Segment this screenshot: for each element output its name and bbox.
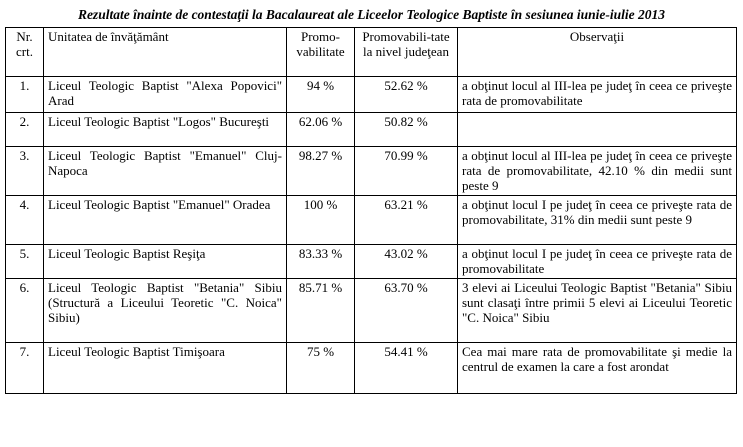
cell-notes: a obţinut locul al III-lea pe judeţ în ceea ce priveşte rata de promovabilitate, 42.10 % din medii sunt peste 9 [458, 147, 737, 196]
cell-county: 70.99 % [355, 147, 458, 196]
cell-nr: 7. [6, 343, 44, 394]
table-row [6, 113, 737, 147]
cell-county: 43.02 % [355, 245, 458, 279]
table-row [6, 147, 737, 196]
results-table [5, 27, 737, 394]
cell-county: 63.21 % [355, 196, 458, 245]
cell-promo: 75 % [287, 343, 355, 394]
cell-unit: Liceul Teologic Baptist "Betania" Sibiu (Structură a Liceului Teoretic "C. Noica" Sibiu) [44, 279, 287, 343]
cell-nr: 3. [6, 147, 44, 196]
table-row [6, 245, 737, 279]
cell-promo: 94 % [287, 77, 355, 113]
cell-nr: 2. [6, 113, 44, 147]
table-row [6, 343, 737, 394]
table-row [6, 196, 737, 245]
cell-promo: 98.27 % [287, 147, 355, 196]
cell-county: 63.70 % [355, 279, 458, 343]
header-promo-county: Promovabili-tate la nivel judeţean [355, 28, 458, 77]
cell-notes [458, 113, 737, 147]
cell-nr: 5. [6, 245, 44, 279]
cell-unit: Liceul Teologic Baptist "Logos" Bucureşti [44, 113, 287, 147]
header-unit: Unitatea de învăţământ [44, 28, 287, 77]
header-notes: Observaţii [458, 28, 737, 77]
table-row [6, 77, 737, 113]
header-promo: Promo-vabilitate [287, 28, 355, 77]
cell-county: 52.62 % [355, 77, 458, 113]
cell-unit: Liceul Teologic Baptist "Emanuel" Oradea [44, 196, 287, 245]
cell-county: 54.41 % [355, 343, 458, 394]
table-row [6, 279, 737, 343]
cell-promo: 83.33 % [287, 245, 355, 279]
cell-notes: a obţinut locul I pe judeţ în ceea ce priveşte rata de promovabilitate [458, 245, 737, 279]
cell-nr: 1. [6, 77, 44, 113]
header-nr: Nr. crt. [6, 28, 44, 77]
table-header-row [6, 28, 737, 77]
cell-unit: Liceul Teologic Baptist Reşiţa [44, 245, 287, 279]
cell-promo: 100 % [287, 196, 355, 245]
cell-county: 50.82 % [355, 113, 458, 147]
cell-promo: 85.71 % [287, 279, 355, 343]
cell-notes: Cea mai mare rata de promovabilitate şi medie la centrul de examen la care a fost arondat [458, 343, 737, 394]
cell-notes: 3 elevi ai Liceului Teologic Baptist "Betania" Sibiu sunt clasaţi între primii 5 elevi ai Liceului Teoretic "C. Noica" Sibiu [458, 279, 737, 343]
cell-unit: Liceul Teologic Baptist "Alexa Popovici" Arad [44, 77, 287, 113]
cell-unit: Liceul Teologic Baptist Timişoara [44, 343, 287, 394]
cell-notes: a obţinut locul I pe judeţ în ceea ce priveşte rata de promovabilitate, 31% din medii sunt peste 9 [458, 196, 737, 245]
cell-unit: Liceul Teologic Baptist "Emanuel" Cluj-Napoca [44, 147, 287, 196]
cell-promo: 62.06 % [287, 113, 355, 147]
cell-nr: 6. [6, 279, 44, 343]
document-title: Rezultate înainte de contestaţii la Bacalaureat ale Liceelor Teologice Baptiste în sesiunea iunie-iulie 2013 [77, 7, 666, 22]
cell-notes: a obţinut locul al III-lea pe judeţ în ceea ce priveşte rata de promovabilitate [458, 77, 737, 113]
cell-nr: 4. [6, 196, 44, 245]
